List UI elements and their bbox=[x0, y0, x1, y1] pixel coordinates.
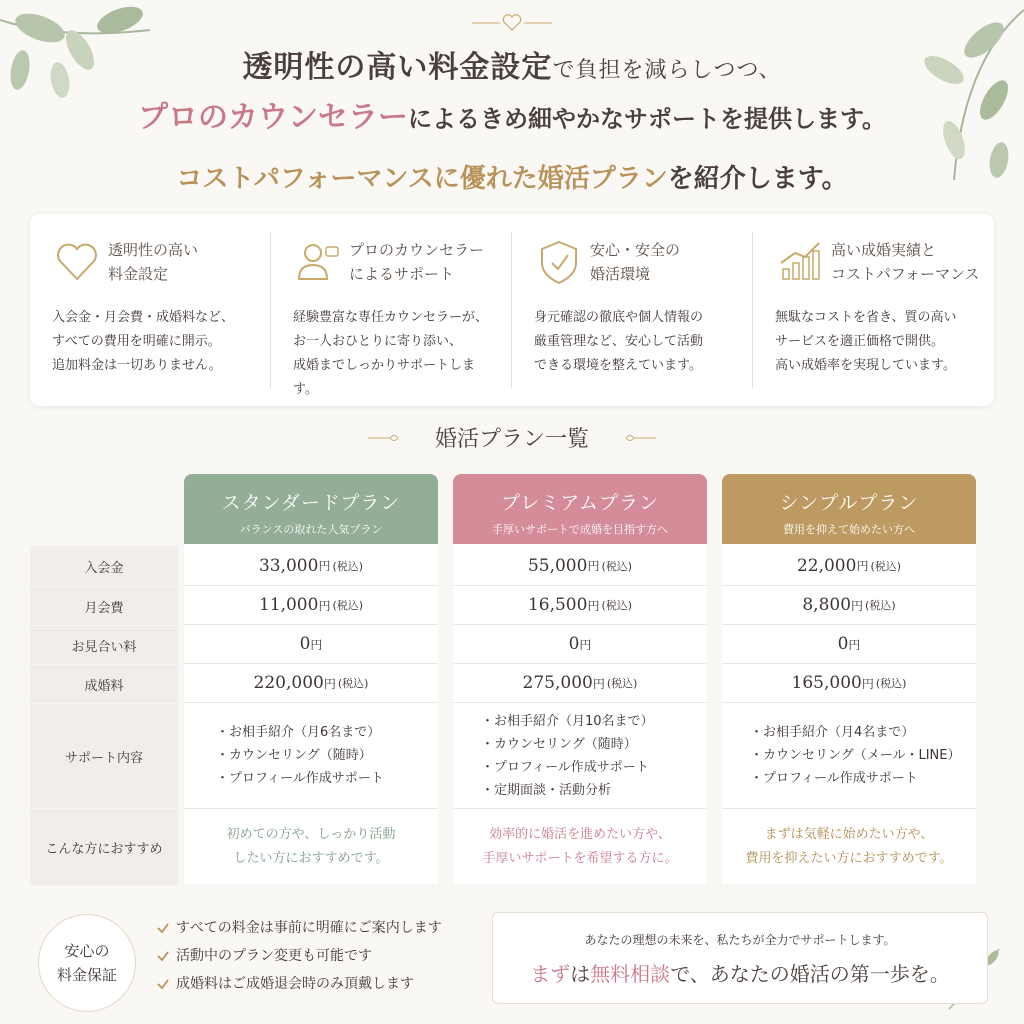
list-item: ・カウンセリング（随時） bbox=[481, 736, 637, 752]
plan-name: スタンダードプラン bbox=[221, 492, 401, 514]
plan-omiai-fee: 0 円 bbox=[453, 625, 707, 664]
feature-safe-environment bbox=[512, 214, 753, 406]
cta-title: まずは無料相談で、あなたの婚活の第一歩を。 bbox=[530, 962, 950, 986]
feature-desc: 無駄なコストを省き、質の高い bbox=[775, 310, 957, 325]
row-label-entry-fee: 入会金 bbox=[30, 546, 178, 586]
feature-desc: すべての費用を明確に開示。 bbox=[52, 334, 221, 349]
counselor-icon bbox=[293, 237, 343, 287]
row-label-recommend: こんな方におすすめ bbox=[30, 809, 178, 885]
list-item: ・お相手紹介（月4名まで） bbox=[750, 725, 915, 740]
feature-high-success bbox=[753, 214, 994, 406]
feature-title: 料金設定 bbox=[108, 265, 169, 283]
feature-title: プロのカウンセラー bbox=[349, 241, 485, 259]
free-consultation-cta[interactable] bbox=[492, 912, 988, 1004]
feature-title: コストパフォーマンス bbox=[831, 265, 980, 283]
plan-card-standard bbox=[184, 474, 438, 884]
list-item: ・お相手紹介（月10名まで） bbox=[481, 713, 654, 729]
list-item: ・プロフィール作成サポート bbox=[216, 771, 384, 786]
list-item: 成婚料はご成婚退会時のみ頂戴します bbox=[156, 970, 442, 998]
heart-icon bbox=[52, 237, 102, 287]
plan-header bbox=[722, 474, 976, 544]
shield-icon bbox=[534, 237, 584, 287]
plan-recommend: 効率的に婚活を進めたい方や、 手厚いサポートを希望する方に。 bbox=[482, 826, 678, 866]
plan-monthly-fee: 8,800 円 (税込) bbox=[722, 586, 976, 625]
feature-desc: 厳重管理など、安心して活動 bbox=[534, 334, 704, 349]
plan-monthly-fee: 11,000 円 (税込) bbox=[184, 586, 438, 625]
plan-subtitle: 費用を抑えて始めたい方へ bbox=[783, 523, 915, 536]
feature-title: 婚活環境 bbox=[590, 265, 651, 283]
feature-desc: 高い成婚率を実現しています。 bbox=[775, 358, 956, 373]
plan-support-list bbox=[184, 703, 438, 809]
feature-desc: できる環境を整えています。 bbox=[534, 358, 702, 373]
plan-subtitle: 手厚いサポートで成婚を目指す方へ bbox=[492, 523, 668, 536]
cta-subtitle: あなたの理想の未来を、私たちが全力でサポートします。 bbox=[584, 933, 896, 947]
row-label-monthly-fee: 月会費 bbox=[30, 587, 178, 625]
check-icon bbox=[156, 977, 170, 991]
plan-monthly-fee: 16,500 円 (税込) bbox=[453, 586, 707, 625]
feature-desc: サービスを適正価格で開供。 bbox=[775, 334, 945, 349]
list-item: ・定期面談・活動分析 bbox=[481, 782, 612, 798]
plan-card-premium bbox=[453, 474, 707, 884]
list-item: すべての料金は事前に明確にご案内します bbox=[156, 914, 442, 942]
plan-omiai-fee: 0 円 bbox=[184, 625, 438, 664]
feature-desc: お一人おひとりに寄り添い、 bbox=[293, 334, 463, 349]
feature-desc: 身元確認の徹底や個人情報の bbox=[534, 310, 704, 325]
plans-title: 婚活プラン一覧 bbox=[434, 427, 589, 452]
list-item: ・お相手紹介（月6名まで） bbox=[216, 725, 381, 740]
guarantee-list bbox=[156, 914, 442, 998]
plan-recommend: まずは気軽に始めたい方や、 費用を抑えたい方におすすめです。 bbox=[745, 826, 953, 866]
hero-line-1: 透明性の高い料金設定で負担を減らしつつ、 bbox=[242, 50, 782, 85]
plan-card-simple bbox=[722, 474, 976, 884]
plan-name: シンプルプラン bbox=[779, 492, 919, 514]
row-label-support: サポート内容 bbox=[30, 704, 178, 808]
plan-success-fee: 165,000 円 (税込) bbox=[722, 664, 976, 703]
plan-success-fee: 275,000 円 (税込) bbox=[453, 664, 707, 703]
plan-entry-fee: 22,000 円 (税込) bbox=[722, 546, 976, 586]
plan-omiai-fee: 0 円 bbox=[722, 625, 976, 664]
growth-chart-icon bbox=[775, 237, 825, 287]
list-item: ・カウンセリング（メール・LINE） bbox=[750, 748, 961, 763]
feature-pro-counselor bbox=[271, 214, 512, 406]
hero-line-3: コストパフォーマンスに優れた婚活プランを紹介します。 bbox=[176, 164, 848, 194]
list-item: ・プロフィール作成サポート bbox=[750, 771, 918, 786]
plan-header bbox=[184, 474, 438, 544]
feature-transparent-pricing bbox=[30, 214, 271, 406]
plan-success-fee: 220,000 円 (税込) bbox=[184, 664, 438, 703]
plan-entry-fee: 33,000 円 (税込) bbox=[184, 546, 438, 586]
feature-desc: 成婚までしっかりサポートします。 bbox=[293, 358, 476, 397]
check-icon bbox=[156, 949, 170, 963]
plan-support-list bbox=[722, 703, 976, 809]
plan-subtitle: バランスの取れた人気プラン bbox=[239, 523, 383, 536]
plan-recommend: 初めての方や、しっかり活動 したい方におすすめです。 bbox=[226, 826, 396, 866]
feature-desc: 追加料金は一切ありません。 bbox=[52, 358, 222, 373]
plan-entry-fee: 55,000 円 (税込) bbox=[453, 546, 707, 586]
feature-title: 高い成婚実績と bbox=[831, 241, 937, 259]
heart-ornament-icon bbox=[472, 12, 552, 34]
plan-header bbox=[453, 474, 707, 544]
guarantee-seal: 安心の 料金保証 bbox=[38, 914, 136, 1012]
plan-support-list bbox=[453, 703, 707, 809]
list-item: ・プロフィール作成サポート bbox=[481, 759, 649, 775]
feature-title: 安心・安全の bbox=[590, 241, 681, 259]
row-label-omiai-fee: お見合い料 bbox=[30, 626, 178, 664]
feature-title: 透明性の高い bbox=[108, 241, 199, 259]
hero-line-2: プロのカウンセラーによるきめ細やかなサポートを提供します。 bbox=[137, 100, 887, 135]
check-icon bbox=[156, 921, 170, 935]
list-item: 活動中のプラン変更も可能です bbox=[156, 942, 442, 970]
feature-desc: 入会金・月会費・成婚料など、 bbox=[52, 310, 235, 325]
features-panel bbox=[30, 214, 994, 406]
list-item: ・カウンセリング（随時） bbox=[216, 748, 372, 763]
feature-title: によるサポート bbox=[349, 265, 455, 283]
row-label-success-fee: 成婚料 bbox=[30, 665, 178, 703]
plan-name: プレミアムプラン bbox=[501, 492, 659, 514]
feature-desc: 経験豊富な専任カウンセラーが、 bbox=[293, 310, 489, 325]
